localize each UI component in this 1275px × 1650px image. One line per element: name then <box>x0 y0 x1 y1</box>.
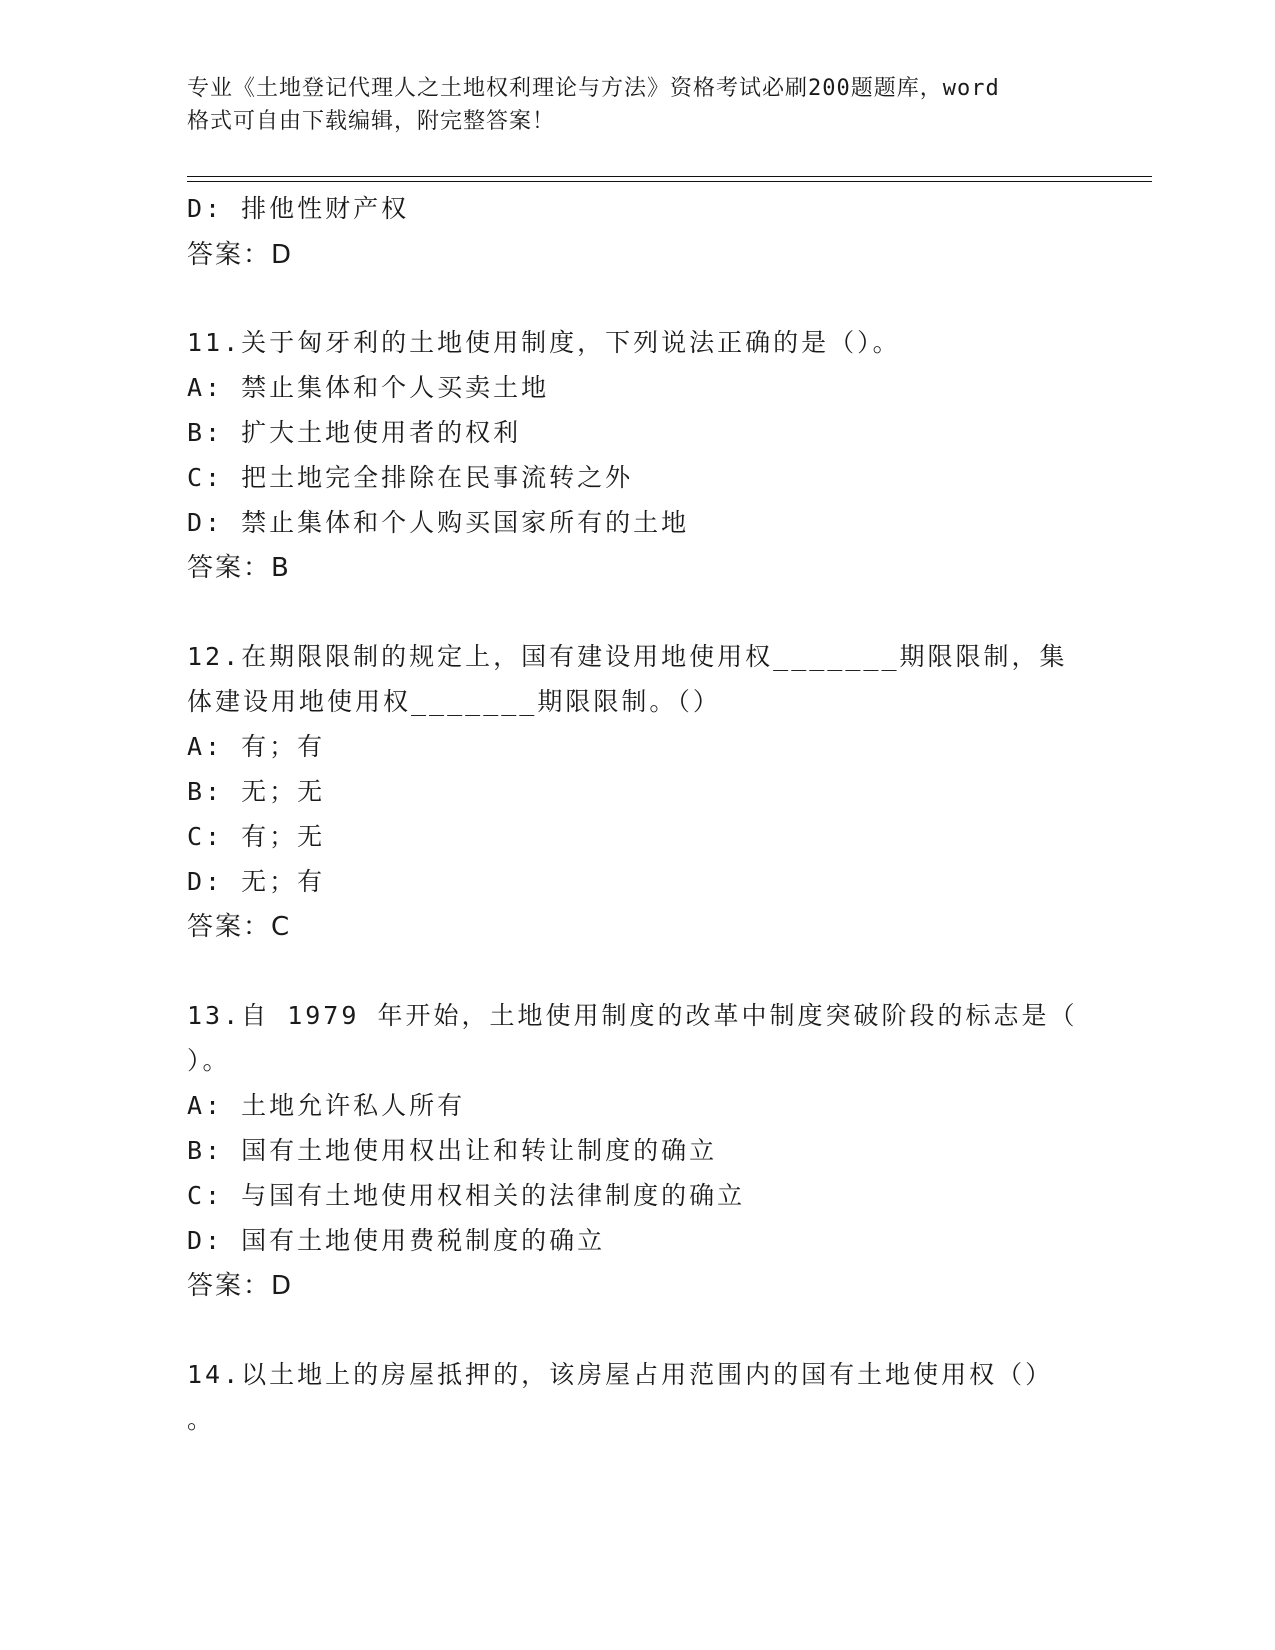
q12-question-line-1: 12.在期限限制的规定上，国有建设用地使用权_______期限限制，集 <box>187 642 1068 671</box>
q13-question-line-1: 13.自 1979 年开始，土地使用制度的改革中制度突破阶段的标志是（ <box>187 1001 1078 1030</box>
q12-option-b: B: 无；无 <box>187 777 326 806</box>
q13-option-b: B: 国有土地使用权出让和转让制度的确立 <box>187 1136 718 1165</box>
q13-option-d: D: 国有土地使用费税制度的确立 <box>187 1226 606 1255</box>
header-rule-bottom <box>187 181 1152 182</box>
q12-option-c: C: 有；无 <box>187 822 326 851</box>
q13-question-line-2: ）。 <box>187 1046 231 1075</box>
q13-answer: 答案：D <box>187 1271 294 1301</box>
header-line-2: 格式可自由下载编辑，附完整答案！ <box>187 109 556 134</box>
q12-option-d: D: 无；有 <box>187 867 326 896</box>
q11-option-a: A: 禁止集体和个人买卖土地 <box>187 373 550 402</box>
q14-question-line-2: 。 <box>187 1405 216 1434</box>
q12-option-a: A: 有；有 <box>187 732 326 761</box>
prev-option-d: D: 排他性财产权 <box>187 194 410 223</box>
q11-option-b: B: 扩大土地使用者的权利 <box>187 418 522 447</box>
q11-question: 11.关于匈牙利的土地使用制度，下列说法正确的是（）。 <box>187 328 901 357</box>
q13-option-c: C: 与国有土地使用权相关的法律制度的确立 <box>187 1181 746 1210</box>
header-rule-top <box>187 176 1152 177</box>
q11-answer: 答案：B <box>187 553 291 583</box>
q12-answer: 答案：C <box>187 912 292 942</box>
q14-question-line-1: 14.以土地上的房屋抵押的，该房屋占用范围内的国有土地使用权（） <box>187 1360 1054 1389</box>
prev-answer: 答案：D <box>187 240 294 270</box>
q13-option-a: A: 土地允许私人所有 <box>187 1091 466 1120</box>
q11-option-c: C: 把土地完全排除在民事流转之外 <box>187 463 634 492</box>
header-line-1: 专业《土地登记代理人之土地权利理论与方法》资格考试必刷200题题库，word <box>187 76 1000 101</box>
q12-question-line-2: 体建设用地使用权_______期限限制。（） <box>187 687 721 716</box>
q11-option-d: D: 禁止集体和个人购买国家所有的土地 <box>187 508 690 537</box>
document-header <box>187 72 1047 138</box>
